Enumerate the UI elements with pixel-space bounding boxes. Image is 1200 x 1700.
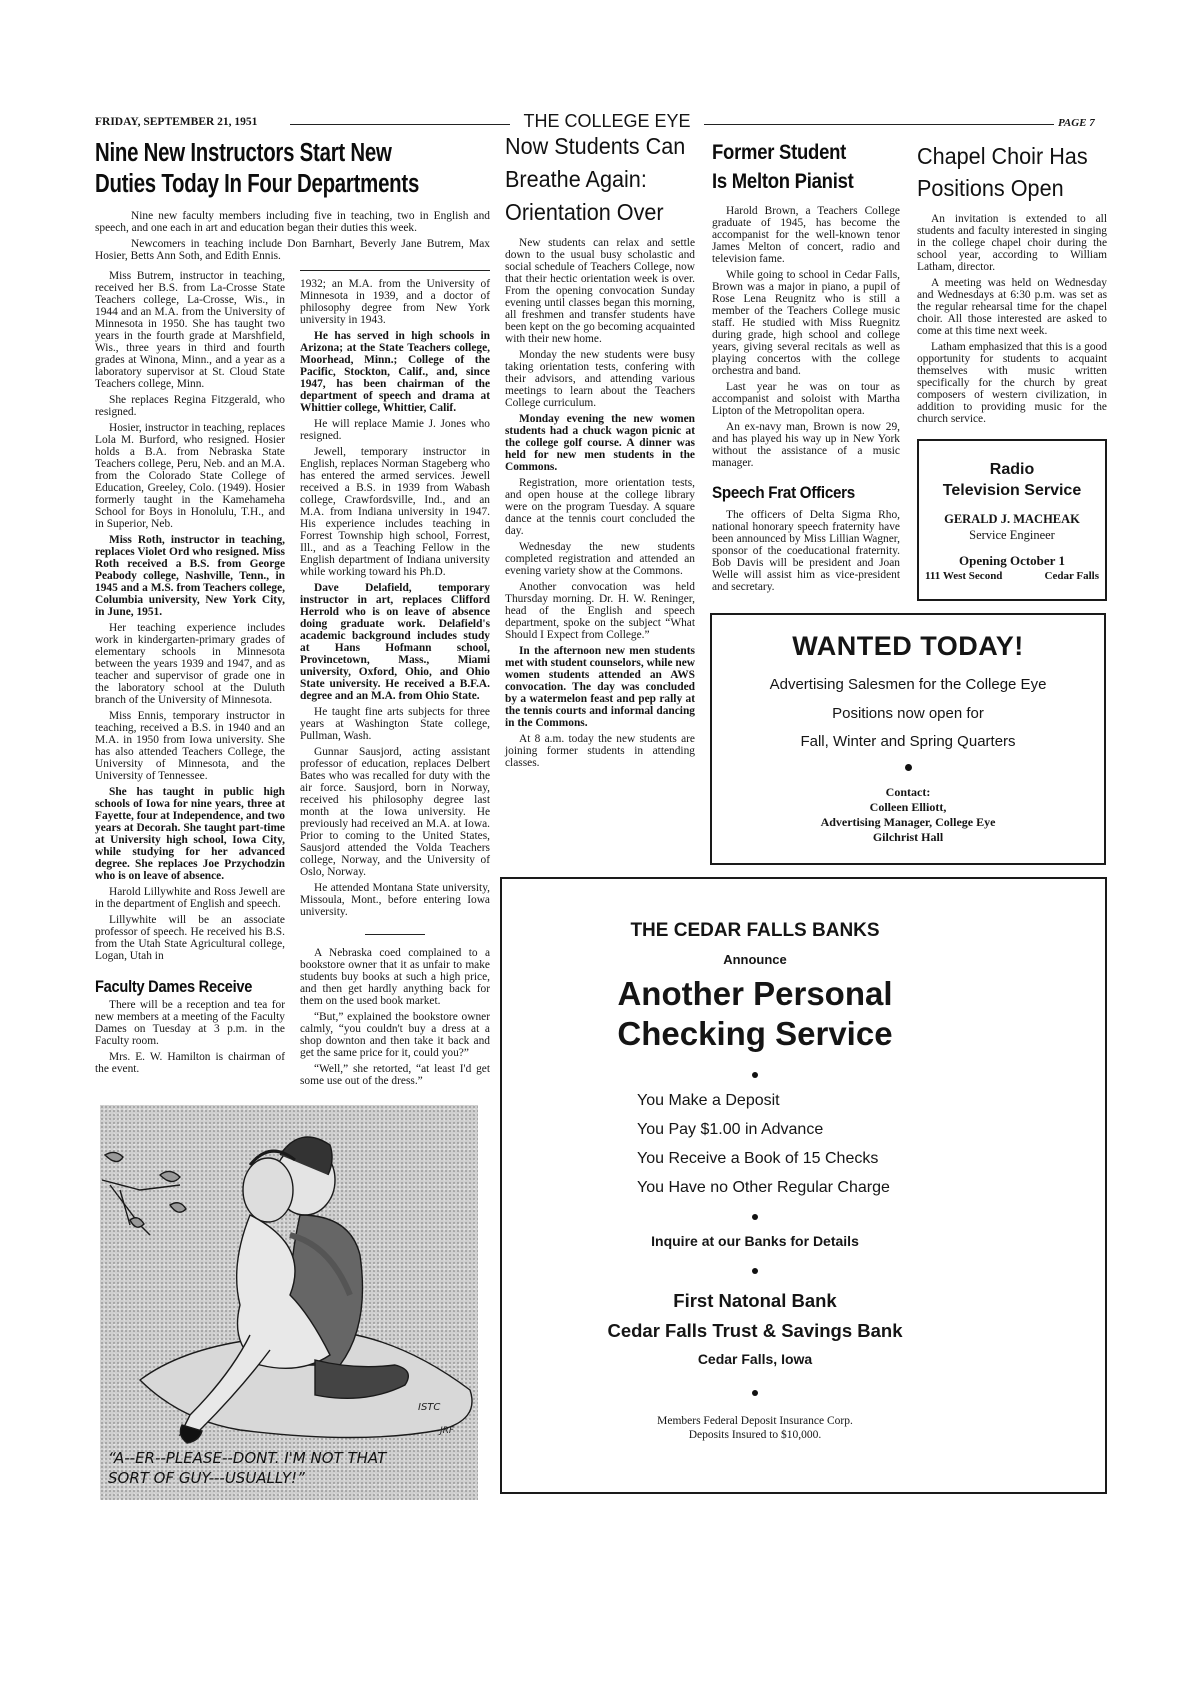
bank-ad-inquire: Inquire at our Banks for Details [651, 1233, 859, 1249]
radio-tv-ad [917, 439, 1107, 601]
paragraph: New students can relax and settle down to the usual busy scholastic and social schedule of Teachers College, now that their hectic orientation week is over. From the opening convocation Sunday evening until classes began this morning, all freshmen and transfer students have been kept on the go becoming acquainted with their new home. [505, 237, 695, 345]
wanted-line: Positions now open for [832, 705, 984, 722]
paragraph: Newcomers in teaching include Don Barnhart, Beverly Jane Butrem, Max Hosier, Betts Ann Soth, and Edith Ennis. [95, 238, 490, 262]
paper-name: THE COLLEGE EYE [523, 111, 691, 131]
ad-title: Radio [989, 461, 1035, 478]
bookstore-anecdote [300, 947, 490, 1091]
paragraph: There will be a reception and tea for new members at a meeting of the Faculty Dames on Tuesday at 3 p.m. in the Faculty room. [95, 999, 285, 1047]
left-block [95, 138, 490, 1500]
bullet-icon [752, 1268, 758, 1274]
wanted-ad [710, 613, 1106, 865]
bank-feature: You Have no Other Regular Charge [637, 1179, 890, 1196]
paragraph: Wednesday the new students completed registration and attended an evening variety show at the Commons. [505, 541, 695, 577]
bank-ad-announce: Announce [723, 952, 787, 967]
ad-name: GERALD J. MACHEAK [944, 512, 1080, 526]
paragraph: Another convocation was held Thursday morning. Dr. H. W. Reninger, head of the English and speech department, spoke on the subject “What Should I Expect from College.” [505, 581, 695, 641]
paragraph: While going to school in Cedar Falls, Brown was a major in piano, a pupil of Rose Lena Reugnitz who is still a member of the Teachers College music staff. He studied with Miss Ruegnitz during grade, high school and college years, giving several recitals as well as playing concertos with the college orchestra and band. [712, 269, 900, 377]
wanted-line: Advertising Salesmen for the College Eye [769, 676, 1047, 693]
paragraph: “Well,” she retorted, “at least I'd get some use out of the dress.” [300, 1063, 490, 1087]
contact-label: Contact: [885, 785, 931, 799]
bank-location: Cedar Falls, Iowa [697, 1351, 813, 1367]
paragraph: Jewell, temporary instructor in English, replaces Norman Stageberg who has entered the armed services. Jewell received a B.S. in 1939 from Wabash college, Crawfordsville, Ind., and an M.A. from Indiana university in 1947. His experience includes teaching in Forrest Township high school, Forrest, Ill., and as a Teaching Fellow in the English department of Indiana university while working toward his Ph.D. [300, 446, 490, 578]
paragraph: Harold Lillywhite and Ross Jewell are in the department of English and speech. [95, 886, 285, 910]
paragraph: She replaces Regina Fitzgerald, who resigned. [95, 394, 285, 418]
paragraph: In the afternoon new men students met with student counselors, while new women students attended an AWS convocation. The day was concluded by a watermelon feast and pep rally at the tennis courts and informal dancing in the Commons. [505, 645, 695, 729]
contact-place: Gilchrist Hall [872, 830, 944, 844]
bank-ad-title: THE CEDAR FALLS BANKS [630, 920, 880, 941]
pianist-article [712, 205, 900, 473]
section-divider [365, 934, 425, 935]
orientation-article [505, 237, 695, 773]
orientation-headline [505, 130, 695, 229]
chapel-column [917, 138, 1107, 601]
masthead-rule-right [704, 124, 1054, 125]
instructors-headline [95, 138, 490, 200]
ad-title: Television Service [942, 482, 1082, 499]
page-number: PAGE 7 [1058, 117, 1095, 129]
paragraph: “But,” explained the bookstore owner calmly, “you couldn't buy a dress at a shop downton and then take it back and get the same price for it, could you?” [300, 1011, 490, 1059]
paragraph: Dave Delafield, temporary instructor in art, replaces Clifford Herrold who is on leave of absence doing graduate work. Delafield's academic background includes study at Hans Hofmann school, Provincetown, Mass., Miami university, Oxford, Ohio, and Ohio State university. He received a B.F.A. degree and an M.A. from Ohio State. [300, 582, 490, 702]
bank-feature: You Pay $1.00 in Advance [637, 1121, 824, 1138]
paragraph: The officers of Delta Sigma Rho, national honorary speech fraternity have been announced by Miss Lillian Wagner, sponsor of the coeducational fraternity. Bob Davis will be president and Joan Welle will assist him as vice-president and secretary. [712, 509, 900, 593]
paragraph: Miss Butrem, instructor in teaching, received her B.S. from La-Crosse State Teachers college, La-Crosse, Wis., in 1944 and an M.A. from the University of Minnesota in 1950. She has taught two years in the fourth grade at Marshfield, Wis., three years in third and fourth grades at Winona, Minn., and a year as a laboratory supervisor at St. Cloud State Teachers college, Minn. [95, 270, 285, 390]
ad-role: Service Engineer [969, 528, 1055, 542]
paragraph: An ex-navy man, Brown is now 29, and has played his way up in New York without the assistance of a music manager. [712, 421, 900, 469]
pianist-column [712, 138, 900, 597]
page-body [95, 133, 1107, 1500]
headline-line: Faculty Dames Receive [95, 977, 253, 996]
headline-line: Chapel Choir Has [917, 143, 1088, 169]
paragraph: Her teaching experience includes work in kindergarten-primary grades of elementary schools in Minnesota between the years 1939 and 1947, and as teacher and supervisor of grade one in the laboratory school at the Duluth branch of the University of Minnesota. [95, 622, 285, 706]
instructors-columns [95, 270, 490, 1091]
right-block [505, 133, 1107, 1494]
paragraph: Monday the new students were busy taking orientation tests, confering with their advisors, and attending various meetings to learn about the Teachers College curriculum. [505, 349, 695, 409]
bank-ad-headline: Checking Service [617, 1015, 893, 1052]
right-columns [712, 138, 1107, 601]
page-date: FRIDAY, SEPTEMBER 21, 1951 [95, 116, 258, 128]
masthead-rule-left [290, 124, 510, 125]
headline-line: Positions Open [917, 175, 1064, 201]
headline-line: Nine New Instructors Start New [95, 139, 392, 167]
cartoon-blanket-mark: ISTC [418, 1402, 441, 1413]
bank-name: Cedar Falls Trust & Savings Bank [607, 1320, 903, 1341]
instructors-column-1 [95, 270, 285, 966]
contact-name: Colleen Elliott, [869, 800, 947, 814]
paragraph: Latham emphasized that this is a good opportunity for students to acquaint themselves with music written specifically for the church by great composers of western civilization, in addition to providing music for the church service. [917, 341, 1107, 425]
pianist-headline [712, 138, 900, 196]
headline-line: Breathe Again: [505, 166, 647, 192]
headline-line: Duties Today In Four Departments [95, 170, 420, 198]
paragraph: Last year he was on tour as accompanist and soloist with Martha Lipton of the Metropolitan opera. [712, 381, 900, 417]
paragraph: Gunnar Sausjord, acting assistant professor of education, replaces Delbert Bates who was recalled for duty with the air force. Sausjord, born in Norway, received his philosophy degree last month at the Iowa university. He previously had received an M.A. at Iowa. Prior to coming to the United States, Sausjord attended the Volda Teachers college, Norway, and the University of Oslo, Norway. [300, 746, 490, 878]
headline-line: Now Students Can [505, 133, 686, 159]
instructors-column-2 [300, 278, 490, 922]
paragraph: Miss Roth, instructor in teaching, replaces Violet Ord who resigned. Miss Roth received a B.S. from George Peabody college, Nashville, Tenn., in 1945 and a M.S. from Teachers college, Columbia university, New York City, in June, 1951. [95, 534, 285, 618]
caption-line: SORT OF GUY---USUALLY!” [108, 1469, 305, 1487]
faculty-dames-headline [95, 976, 285, 997]
ad-opening: Opening October 1 [959, 553, 1065, 568]
paragraph: Monday evening the new women students had a chuck wagon picnic at the college golf course. A dinner was held for new men students in the Commons. [505, 413, 695, 473]
headline-line: Is Melton Pianist [712, 169, 854, 193]
paragraph: At 8 a.m. today the new students are joining former students in attending classes. [505, 733, 695, 769]
cartoon-signature: JRF [440, 1426, 455, 1436]
paragraph: A Nebraska coed complained to a bookstore owner that it as unfair to make students buy books at such a high price, and then get hardly anything back for them on the used book market. [300, 947, 490, 1007]
bullet-icon [752, 1072, 758, 1078]
faculty-dames-article [95, 999, 285, 1079]
paragraph: Registration, more orientation tests, and open house at the college library were on the program Tuesday. A square dance at the tennis court concluded the day. [505, 477, 695, 537]
instructors-intro [95, 210, 490, 266]
ad-address-row [925, 569, 1099, 583]
paragraph: An invitation is extended to all students and faculty interested in singing in the college chapel choir during the school year, according to William Latham, director. [917, 213, 1107, 273]
bullet-icon [752, 1214, 758, 1220]
paragraph: Harold Brown, a Teachers College graduate of 1945, has become the accompanist for the well-known tenor James Melton of concert, radio and television fame. [712, 205, 900, 265]
chapel-choir-headline [917, 140, 1107, 204]
cartoon-illustration [100, 1105, 478, 1500]
paragraph: Lillywhite will be an associate professor of speech. He received his B.S. from the Utah State Agricultural college, Logan, Utah in [95, 914, 285, 962]
bank-ad-headline: Another Personal [617, 975, 893, 1012]
paragraph: He will replace Mamie J. Jones who resigned. [300, 418, 490, 442]
bank-name: First Natonal Bank [673, 1290, 837, 1311]
paragraph: Miss Ennis, temporary instructor in teaching, received a B.S. in 1940 and an M.A. in 1950 from Iowa university. She has also attended Teachers College, the University of Minnesota, and the University of Tennessee. [95, 710, 285, 782]
ad-address: 111 West Second [925, 570, 1003, 582]
left-column-2 [300, 270, 490, 1091]
bank-feature: You Make a Deposit [637, 1092, 780, 1109]
cartoon-drawing [100, 1105, 478, 1500]
headline-line: Former Student [712, 140, 847, 164]
paragraph: A meeting was held on Wednesday and Wednesdays at 6:30 p.m. was set as the regular rehearsal time for the chapel choir. All those interested are asked to come at this time next week. [917, 277, 1107, 337]
paragraph: 1932; an M.A. from the University of Minnesota in 1939, and a doctor of philosophy degree from New York university in 1943. [300, 278, 490, 326]
chapel-choir-article [917, 213, 1107, 429]
fdic-note: Deposits Insured to $10,000. [688, 1429, 822, 1441]
orientation-column [505, 133, 695, 773]
cartoon-caption [108, 1448, 474, 1488]
speech-frat-article [712, 509, 900, 597]
contact-title: Advertising Manager, College Eye [820, 815, 996, 829]
speech-frat-headline [712, 483, 900, 504]
caption-line: “A--ER--PLEASE--DONT. I'M NOT THAT [108, 1449, 387, 1467]
ad-city: Cedar Falls [1044, 570, 1099, 582]
headline-line: Orientation Over [505, 199, 664, 225]
bullet-icon [752, 1390, 758, 1396]
right-top-row [505, 133, 1107, 865]
column-2-top-rule [300, 270, 490, 271]
bank-feature: You Receive a Book of 15 Checks [637, 1150, 879, 1167]
bullet-icon [905, 764, 912, 771]
paragraph: He attended Montana State university, Missoula, Mont., before entering Iowa university. [300, 882, 490, 918]
paragraph: She has taught in public high schools of Iowa for nine years, three at Fayette, four at Independence, and two years at Decorah. She taught part-time at University high school, Iowa City, while studying for her advanced degree. She replaces Joe Przychodzin who is on leave of absence. [95, 786, 285, 882]
paragraph: He taught fine arts subjects for three years at Washington State college, Pullman, Wash. [300, 706, 490, 742]
right-sub-block [712, 138, 1107, 865]
wanted-title: WANTED TODAY! [792, 631, 1024, 661]
wanted-line: Fall, Winter and Spring Quarters [800, 733, 1016, 750]
bank-ad [500, 877, 1107, 1494]
fdic-note: Members Federal Deposit Insurance Corp. [657, 1415, 853, 1427]
paragraph: Hosier, instructor in teaching, replaces Lola M. Burford, who resigned. Hosier holds a B.A. from Nebraska State Teachers college, Peru, Neb. and an M.A. from the Colorado State College of Education, Greeley, Colo. (1949). Hosier formerly taught in the Kamehameha School for Boys in Honolulu, T.H., and in Superior, Neb. [95, 422, 285, 530]
paragraph: Nine new faculty members including five in teaching, two in English and speech, and one each in art and education began their duties this week. [95, 210, 490, 234]
paragraph: He has served in high schools in Arizona; at the State Teachers college, Moorhead, Minn.; College of the Pacific, Stockton, Calif., and, since 1947, has been chairman of the department of speech and drama at Whittier college, Whittier, Calif. [300, 330, 490, 414]
paragraph: Mrs. E. W. Hamilton is chairman of the event. [95, 1051, 285, 1075]
headline-line: Speech Frat Officers [712, 484, 855, 502]
left-column-1 [95, 270, 285, 1079]
bank-ad-content [505, 919, 1005, 1442]
